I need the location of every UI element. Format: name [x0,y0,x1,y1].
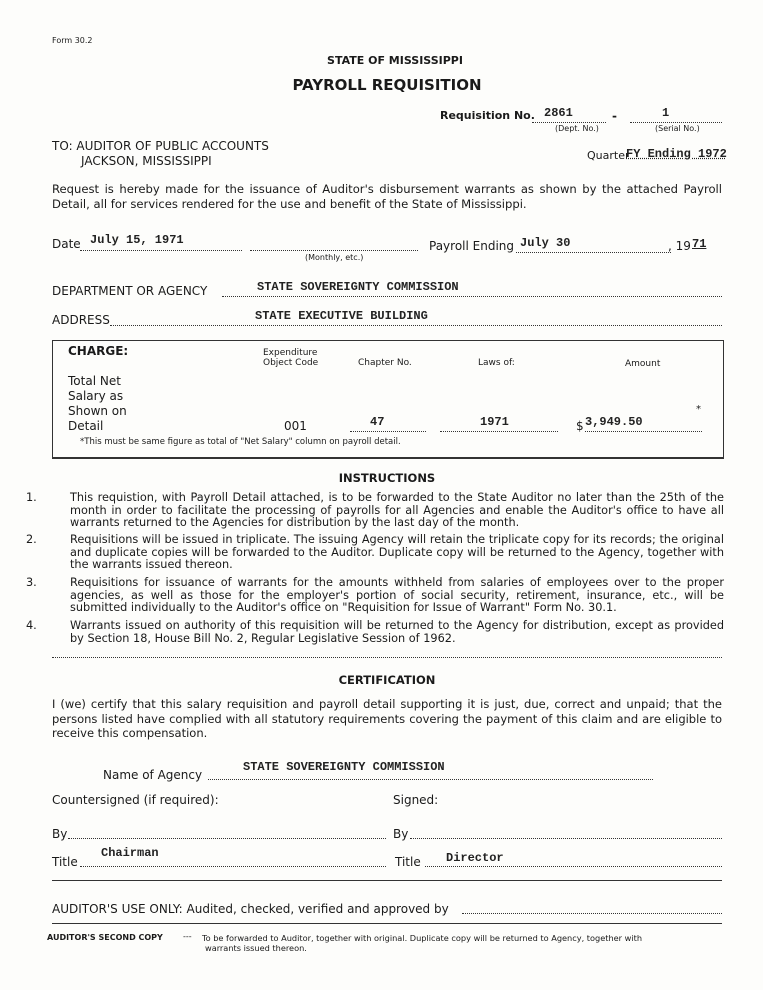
dept-no-label: (Dept. No.) [555,124,599,133]
instruction-item: 4. Warrants issued on authority of this requisition will be returned to the Agency for distribution, except as provided by Section 18, House Bill No. 2, Regular Legislative Session of 1962. [26,619,724,645]
certification-title: CERTIFICATION [338,673,436,687]
signed-label: Signed: [393,793,439,807]
laws-of: 1971 [480,415,509,429]
title-left-value: Chairman [101,846,159,860]
by-label-left: By [52,827,68,841]
object-code: 001 [284,419,307,433]
requisition-label: Requisition No. [440,109,535,122]
instruction-item: 1. This requistion, with Payroll Detail attached, is to be forwarded to the State Auditor no later than the 25th of the month in order to facilitate the processing of payrolls for all Agencies and enable the Auditor's office to have all warrants returned to the Agencies for distribution by the last day of the month. [26,491,724,530]
title-label-left: Title [52,855,78,869]
dept-no: 2861 [544,106,573,120]
amount-header: Amount [625,359,661,369]
serial-no-label: (Serial No.) [655,124,700,133]
agency-label: Name of Agency [103,768,203,782]
amount: 3,949.50 [585,415,643,429]
instruction-item: 3. Requisitions for issuance of warrants for the amounts withheld from salaries of employees over to the proper agencies, as well as those for the employer's portion of social security, retirement, insurance, etc., will be submitted individually to the Auditor's office on "Requisition for Issue of Warrant" Form No. 30.1. [26,576,724,615]
charge-title: CHARGE: [68,344,129,358]
year-value: 71 [692,237,707,251]
asterisk: * [696,404,701,415]
countersigned-label: Countersigned (if required): [52,793,219,807]
to-line2: JACKSON, MISSISSIPPI [81,154,212,168]
year-prefix: , 19 [668,239,691,253]
quarter-value: FY Ending 1972 [626,147,727,161]
charge-description: Total Net Salary as Shown on Detail [68,374,127,433]
to-line1: TO: AUDITOR OF PUBLIC ACCOUNTS [52,139,269,153]
chapter-no: 47 [370,415,385,429]
second-copy-text2: warrants issued thereon. [205,943,307,953]
auditor-use-only: AUDITOR'S USE ONLY: Audited, checked, verified and approved by [52,902,449,916]
address-label: ADDRESS [52,313,110,327]
expenditure-header: Expenditure Object Code [263,348,319,368]
state-heading: STATE OF MISSISSIPPI [327,54,463,67]
charge-note: *This must be same figure as total of "Net Salary" column on payroll detail. [80,437,401,447]
instruction-item: 2. Requisitions will be issued in triplicate. The issuing Agency will retain the triplicate copy for its records; the original and duplicate copies will be forwarded to the Auditor. Duplicate copy will be returned to the Agency, together with the warrants issued thereon. [26,533,724,572]
monthly-label: (Monthly, etc.) [305,253,364,262]
payroll-ending-value: July 30 [520,236,571,250]
quarter-label: Quarter [587,149,630,162]
title-right-value: Director [446,851,504,865]
dash: - [612,109,617,123]
department-value: STATE SOVEREIGNTY COMMISSION [257,280,459,294]
chapter-header: Chapter No. [358,358,412,368]
laws-header: Laws of: [478,358,515,368]
form-title: PAYROLL REQUISITION [292,76,482,94]
second-copy-label: AUDITOR'S SECOND COPY [47,933,163,942]
date-label: Date [52,237,81,251]
form-number: Form 30.2 [52,36,93,45]
address-value: STATE EXECUTIVE BUILDING [255,309,428,323]
payroll-ending-label: Payroll Ending [429,239,515,253]
by-label-right: By [393,827,409,841]
second-copy-text: To be forwarded to Auditor, together with original. Duplicate copy will be returned to Agency, together with [202,933,643,943]
second-copy-dash: --- [183,932,192,941]
request-text: Request is hereby made for the issuance of Auditor's disbursement warrants as shown by the attached Payroll Detail, all for services rendered for the use and benefit of the State of Mississippi. [52,182,722,211]
title-label-right: Title [395,855,421,869]
date-value: July 15, 1971 [90,233,184,247]
serial-no: 1 [662,106,670,120]
agency-value: STATE SOVEREIGNTY COMMISSION [243,760,445,774]
department-label: DEPARTMENT OR AGENCY [52,284,208,298]
instructions-title: INSTRUCTIONS [338,471,436,485]
certification-text: I (we) certify that this salary requisition and payroll detail supporting it is just, due, correct and unpaid; that the persons listed have complied with all statutory requirements covering the payment of this claim and are eligible to receive this compensation. [52,697,722,740]
dollar-sign: $ [576,419,584,433]
